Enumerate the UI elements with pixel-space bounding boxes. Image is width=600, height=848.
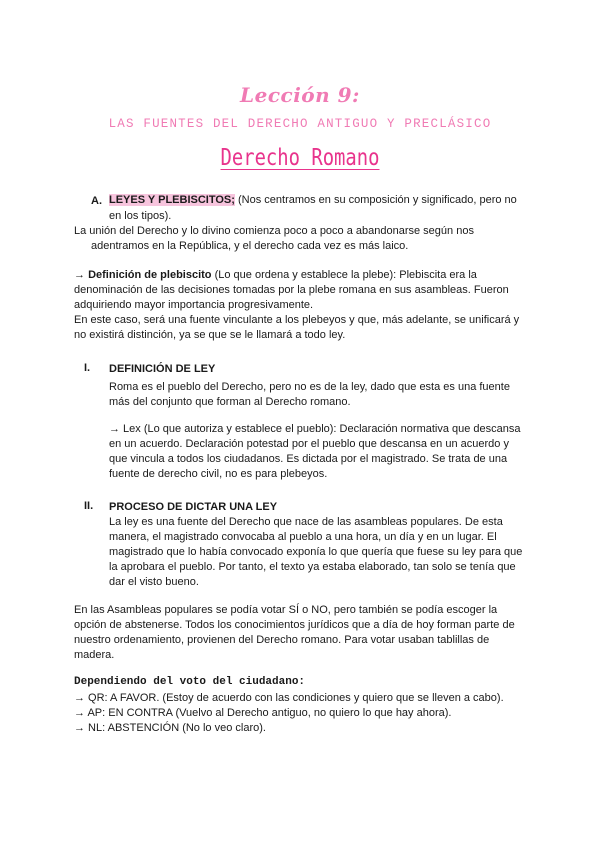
main-heading: Derecho Romano	[220, 145, 380, 171]
section-a-note-1: (Nos centramos en su composición y significado, pero no	[234, 194, 517, 206]
voto-nl: → NL: ABSTENCIÓN (No lo veo claro).	[74, 722, 266, 734]
lesson-title: Lección 9:	[240, 83, 360, 107]
section-ii-l1: La ley es una fuente del Derecho que nace de las asambleas populares. De esta	[109, 516, 503, 528]
section-ii-l2: manera, el magistrado convocaba al pueblo a una hora, un día y en un lugar. El	[109, 531, 497, 543]
plebiscito-line-5: no existirá distinción, ya se que se le llamará a todo ley.	[74, 329, 346, 341]
section-i-heading: DEFINICIÓN DE LEY	[109, 363, 216, 375]
section-i-p1-1: Roma es el pueblo del Derecho, pero no es de la ley, dado que esta es una fuente	[109, 381, 510, 393]
section-i-p1-2: más del conjunto que forman al Derecho romano.	[109, 396, 351, 408]
plebiscito-line-4: En este caso, será una fuente vinculante a los plebeyos y que, más adelante, se unificará y	[74, 314, 520, 326]
plebiscito-line-2: denominación de las decisiones tomadas por la plebe romana en sus asambleas. Fueron	[74, 284, 509, 296]
asambleas-l1: En las Asambleas populares se podía votar SÍ o NO, pero también se podía escoger la	[74, 604, 498, 616]
section-i-p2-1: → Lex (Lo que autoriza y establece el pueblo): Declaración normativa que descansa	[109, 423, 521, 435]
section-ii-l3: magistrado que lo había convocado exponía lo que quería que fuese su ley para que	[109, 546, 523, 558]
voto-ap: → AP: EN CONTRA (Vuelvo al Derecho antiguo, no quiero lo que hay ahora).	[74, 707, 452, 719]
section-a-letter: A.	[91, 195, 102, 207]
asambleas-l3: nuestro ordenamiento, provienen del Derecho romano. Para votar usaban tablillas de	[74, 634, 490, 646]
section-ii-heading: PROCESO DE DICTAR UNA LEY	[109, 501, 278, 513]
asambleas-l2: opción de abstenerse. Todos los conocimientos jurídicos que a día de hoy forman parte de	[74, 619, 515, 631]
section-i-p2-2: en un acuerdo. Declaración potestad por el pueblo que descansa en un acuerdo y	[109, 438, 509, 450]
section-a-note-2: en los tipos).	[109, 210, 172, 222]
plebiscito-line-3: adquiriendo mayor importancia progresivamente.	[74, 299, 314, 311]
section-ii-l4: la aprobara el pueblo. Por tanto, el texto ya estaba elaborado, tan solo se tenía que	[109, 561, 516, 573]
voto-qr: → QR: A FAVOR. (Estoy de acuerdo con las condiciones y quiero que se lleven a cabo).	[74, 692, 504, 704]
section-i-p2-3: que vincula a todos los ciudadanos. Es dictada por el magistrado. Se trata de una	[109, 453, 508, 465]
plebiscito-text-1: (Lo que ordena y establece la plebe): Plebiscita era la	[211, 269, 477, 281]
section-a-heading: LEYES Y PLEBISCITOS;	[109, 194, 235, 206]
lesson-subtitle: LAS FUENTES DEL DERECHO ANTIGUO Y PRECLÁSICO	[108, 117, 492, 131]
section-a-heading-line	[109, 193, 529, 209]
section-a-para-2: adentramos en la República, y el derecho cada vez es más laico.	[91, 240, 409, 252]
voto-heading: Dependiendo del voto del ciudadano:	[74, 676, 306, 688]
asambleas-l4: madera.	[74, 649, 115, 661]
section-a-para-1: La unión del Derecho y lo divino comienza poco a poco a abandonarse según nos	[74, 225, 474, 237]
section-i-p2-4: fuente de derecho civil, no es para plebeyos.	[109, 468, 328, 480]
arrow-icon: →	[74, 269, 89, 281]
plebiscito-term: Definición de plebiscito	[88, 269, 212, 281]
section-ii-l5: dar el visto bueno.	[109, 576, 199, 588]
section-ii-numeral: II.	[84, 500, 94, 512]
section-i-numeral: I.	[84, 362, 91, 374]
plebiscito-line-1	[74, 268, 534, 284]
